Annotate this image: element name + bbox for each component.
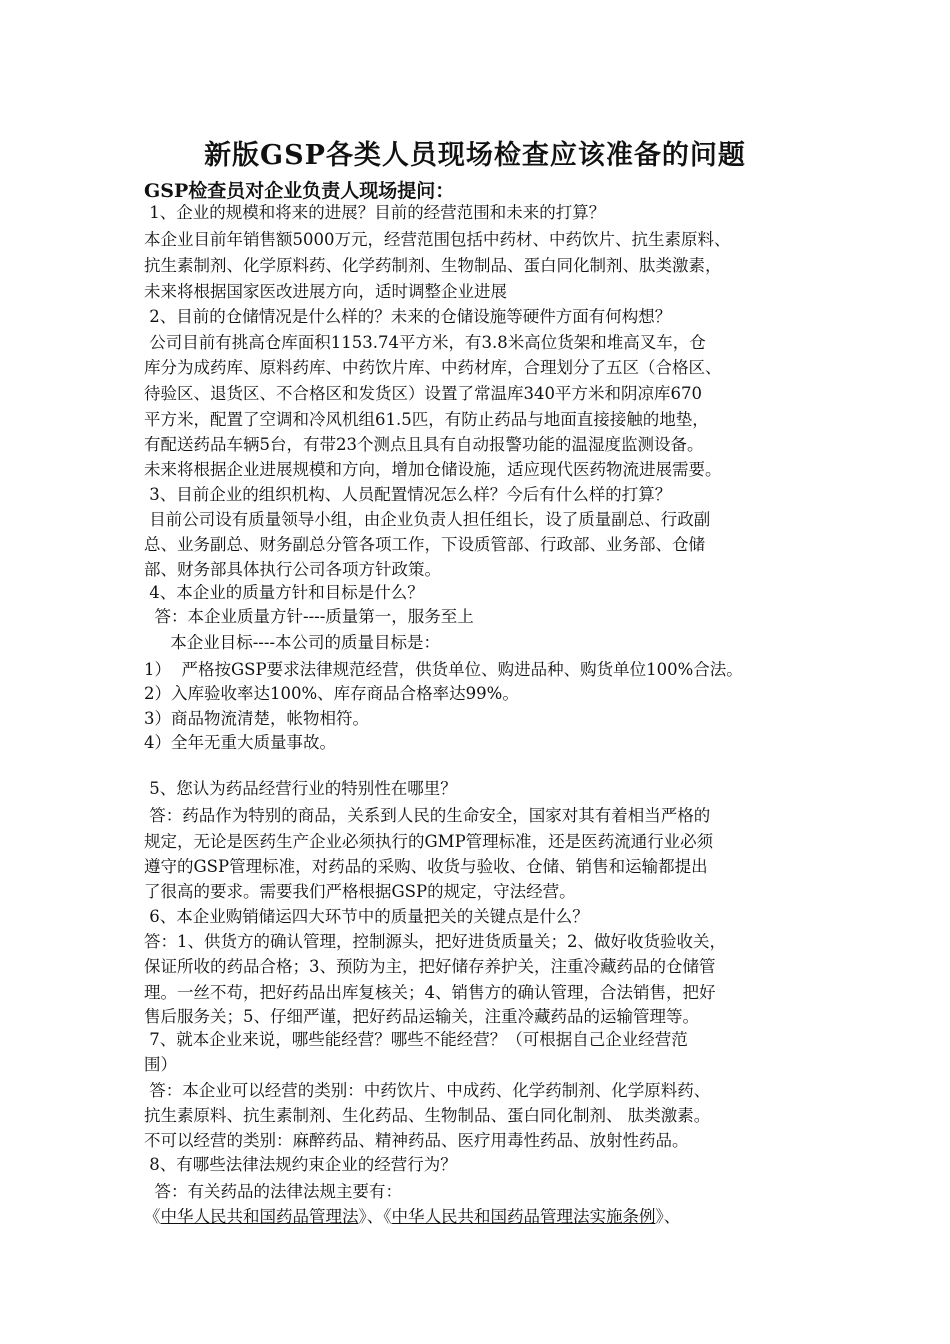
text-line: 未来将根据国家医改进展方向，适时调整企业进展 bbox=[144, 282, 507, 301]
text-line: 公司目前有挑高仓库面积1153.74平方米，有3.8米高位货架和堆高叉车，仓 bbox=[144, 333, 706, 352]
text-line: 8、有哪些法律法规约束企业的经营行为？ bbox=[144, 1155, 457, 1174]
text-line: 本企业目前年销售额5000万元，经营范围包括中药材、中药饮片、抗生素原料、 bbox=[144, 230, 731, 249]
law-link-drug-administration-law[interactable]: 中华人民共和国药品管理法 bbox=[160, 1207, 359, 1226]
law-citation-line bbox=[144, 1207, 680, 1227]
text-line: 1、企业的规模和将来的进展？目前的经营范围和未来的打算？ bbox=[144, 203, 606, 222]
quote-separator: 》、《 bbox=[358, 1207, 392, 1226]
text-line: 5、您认为药品经营行业的特别性在哪里？ bbox=[144, 779, 457, 798]
text-line: 抗生素制剂、化学原料药、化学药制剂、生物制品、蛋白同化制剂、肽类激素， bbox=[144, 256, 722, 275]
document-title: 新版GSP各类人员现场检查应该准备的问题 bbox=[204, 140, 746, 171]
text-line: 待验区、退货区、不合格区和发货区）设置了常温库340平方米和阴凉库670 bbox=[144, 384, 702, 403]
text-line: 规定，无论是医药生产企业必须执行的GMP管理标准，还是医药流通行业必须 bbox=[144, 832, 714, 851]
text-line: 围） bbox=[144, 1055, 177, 1074]
text-line: 3）商品物流清楚，帐物相符。 bbox=[144, 709, 369, 728]
text-line: 了很高的要求。需要我们严格根据GSP的规定，守法经营。 bbox=[144, 882, 576, 901]
text-line: 答：本企业可以经营的类别：中药饮片、中成药、化学药制剂、化学原料药、 bbox=[144, 1081, 711, 1100]
quote-close: 》、 bbox=[655, 1207, 681, 1226]
text-line: 库分为成药库、原料药库、中药饮片库、中药材库，合理划分了五区（合格区、 bbox=[144, 358, 722, 377]
text-line: 答：有关药品的法律法规主要有： bbox=[144, 1182, 402, 1201]
text-line: 售后服务关；5、仔细严谨，把好药品运输关，注重冷藏药品的运输管理等。 bbox=[144, 1007, 699, 1026]
text-line: 遵守的GSP管理标准，对药品的采购、收货与验收、仓储、销售和运输都提出 bbox=[144, 857, 708, 876]
text-line: 部、财务部具体执行公司各项方针政策。 bbox=[144, 560, 441, 579]
text-line: 2）入库验收率达100%、库存商品合格率达99%。 bbox=[144, 684, 519, 703]
text-line: 答：药品作为特别的商品，关系到人民的生命安全，国家对其有着相当严格的 bbox=[144, 806, 711, 825]
text-line: 有配送药品车辆5台，有带23个测点且具有自动报警功能的温湿度监测设备。 bbox=[144, 435, 704, 454]
text-line: 本企业目标----本公司的质量目标是： bbox=[144, 633, 441, 652]
text-line: 不可以经营的类别：麻醉药品、精神药品、医疗用毒性药品、放射性药品。 bbox=[144, 1131, 689, 1150]
text-line: 答：本企业质量方针----质量第一，服务至上 bbox=[144, 607, 474, 626]
text-line: 答：1、供货方的确认管理，控制源头，把好进货质量关；2、做好收货验收关， bbox=[144, 932, 726, 951]
text-line: 未来将根据企业进展规模和方向，增加仓储设施，适应现代医药物流进展需要。 bbox=[144, 460, 722, 479]
section-heading: GSP检查员对企业负责人现场提问： bbox=[144, 180, 455, 202]
text-line: 4）全年无重大质量事故。 bbox=[144, 733, 336, 752]
text-line: 总、业务副总、财务副总分管各项工作，下设质管部、行政部、业务部、仓储 bbox=[144, 535, 705, 554]
text-line: 目前公司设有质量领导小组，由企业负责人担任组长，设了质量副总、行政副 bbox=[144, 510, 711, 529]
law-link-implementing-regulations[interactable]: 中华人民共和国药品管理法实施条例 bbox=[391, 1207, 656, 1226]
text-line: 2、目前的仓储情况是什么样的？未来的仓储设施等硬件方面有何构想？ bbox=[144, 307, 672, 326]
text-line: 保证所收的药品合格；3、预防为主，把好储存养护关，注重冷藏药品的仓储管 bbox=[144, 957, 716, 976]
text-line: 平方米，配置了空调和冷风机组61.5匹，有防止药品与地面直接接触的地垫， bbox=[144, 410, 709, 429]
text-line: 7、就本企业来说，哪些能经营？哪些不能经营？（可根据自己企业经营范 bbox=[144, 1030, 688, 1049]
text-line: 抗生素原料、抗生素制剂、生化药品、生物制品、蛋白同化制剂、 肽类激素。 bbox=[144, 1106, 711, 1125]
text-line: 4、本企业的质量方针和目标是什么？ bbox=[144, 583, 424, 602]
quote-open: 《 bbox=[144, 1207, 161, 1226]
text-line: 3、目前企业的组织机构、人员配置情况怎么样？今后有什么样的打算？ bbox=[144, 485, 672, 504]
text-line: 1） 严格按GSP要求法律规范经营，供货单位、购进品种、购货单位100%合法。 bbox=[144, 660, 743, 679]
text-line: 理。一丝不苟，把好药品出库复核关；4、销售方的确认管理，合法销售，把好 bbox=[144, 983, 716, 1002]
text-line: 6、本企业购销储运四大环节中的质量把关的关键点是什么？ bbox=[144, 907, 589, 926]
